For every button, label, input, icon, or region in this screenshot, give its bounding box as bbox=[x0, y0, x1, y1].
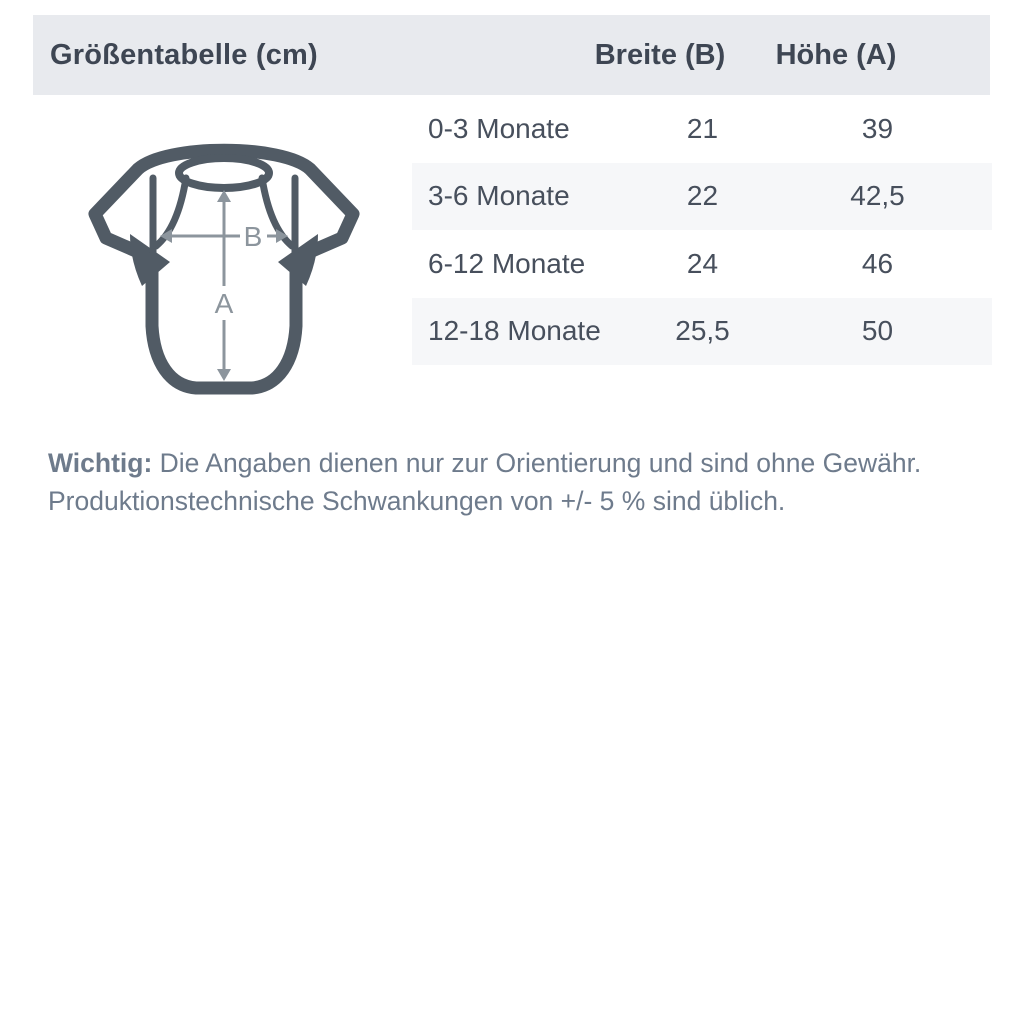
size-table bbox=[412, 95, 992, 365]
page-title: Größentabelle (cm) bbox=[50, 38, 318, 71]
width-arrow-label: B bbox=[243, 221, 263, 252]
disclaimer-lead: Wichtig: bbox=[48, 448, 153, 478]
breite-value: 25,5 bbox=[675, 315, 730, 347]
size-label: 6-12 Monate bbox=[428, 247, 586, 279]
hoehe-value: 50 bbox=[861, 315, 894, 347]
column-header-breite: Breite (B) bbox=[594, 38, 726, 71]
disclaimer-line1: Wichtig: Die Angaben dienen nur zur Orientierung und sind ohne Gewähr. bbox=[48, 448, 922, 478]
breite-value: 22 bbox=[686, 180, 719, 212]
breite-value: 24 bbox=[686, 247, 719, 279]
size-label: 3-6 Monate bbox=[428, 180, 570, 212]
size-label: 12-18 Monate bbox=[428, 315, 601, 347]
height-arrow-label: A bbox=[214, 288, 234, 319]
hoehe-value: 39 bbox=[861, 112, 894, 144]
table-row bbox=[412, 163, 992, 231]
baby-bodysuit-illustration bbox=[82, 136, 362, 412]
table-header-bar bbox=[33, 15, 990, 95]
column-header-hoehe: Höhe (A) bbox=[775, 38, 897, 71]
table-row bbox=[412, 95, 992, 163]
breite-value: 21 bbox=[686, 112, 719, 144]
hoehe-value: 46 bbox=[861, 247, 894, 279]
neckline-opening bbox=[179, 158, 269, 188]
table-row bbox=[412, 298, 992, 366]
hoehe-value: 42,5 bbox=[850, 180, 905, 212]
table-row bbox=[412, 230, 992, 298]
disclaimer-note bbox=[48, 444, 978, 520]
size-label: 0-3 Monate bbox=[428, 112, 570, 144]
disclaimer-line2: Produktionstechnische Schwankungen von +/- 5 % sind üblich. bbox=[48, 486, 786, 516]
